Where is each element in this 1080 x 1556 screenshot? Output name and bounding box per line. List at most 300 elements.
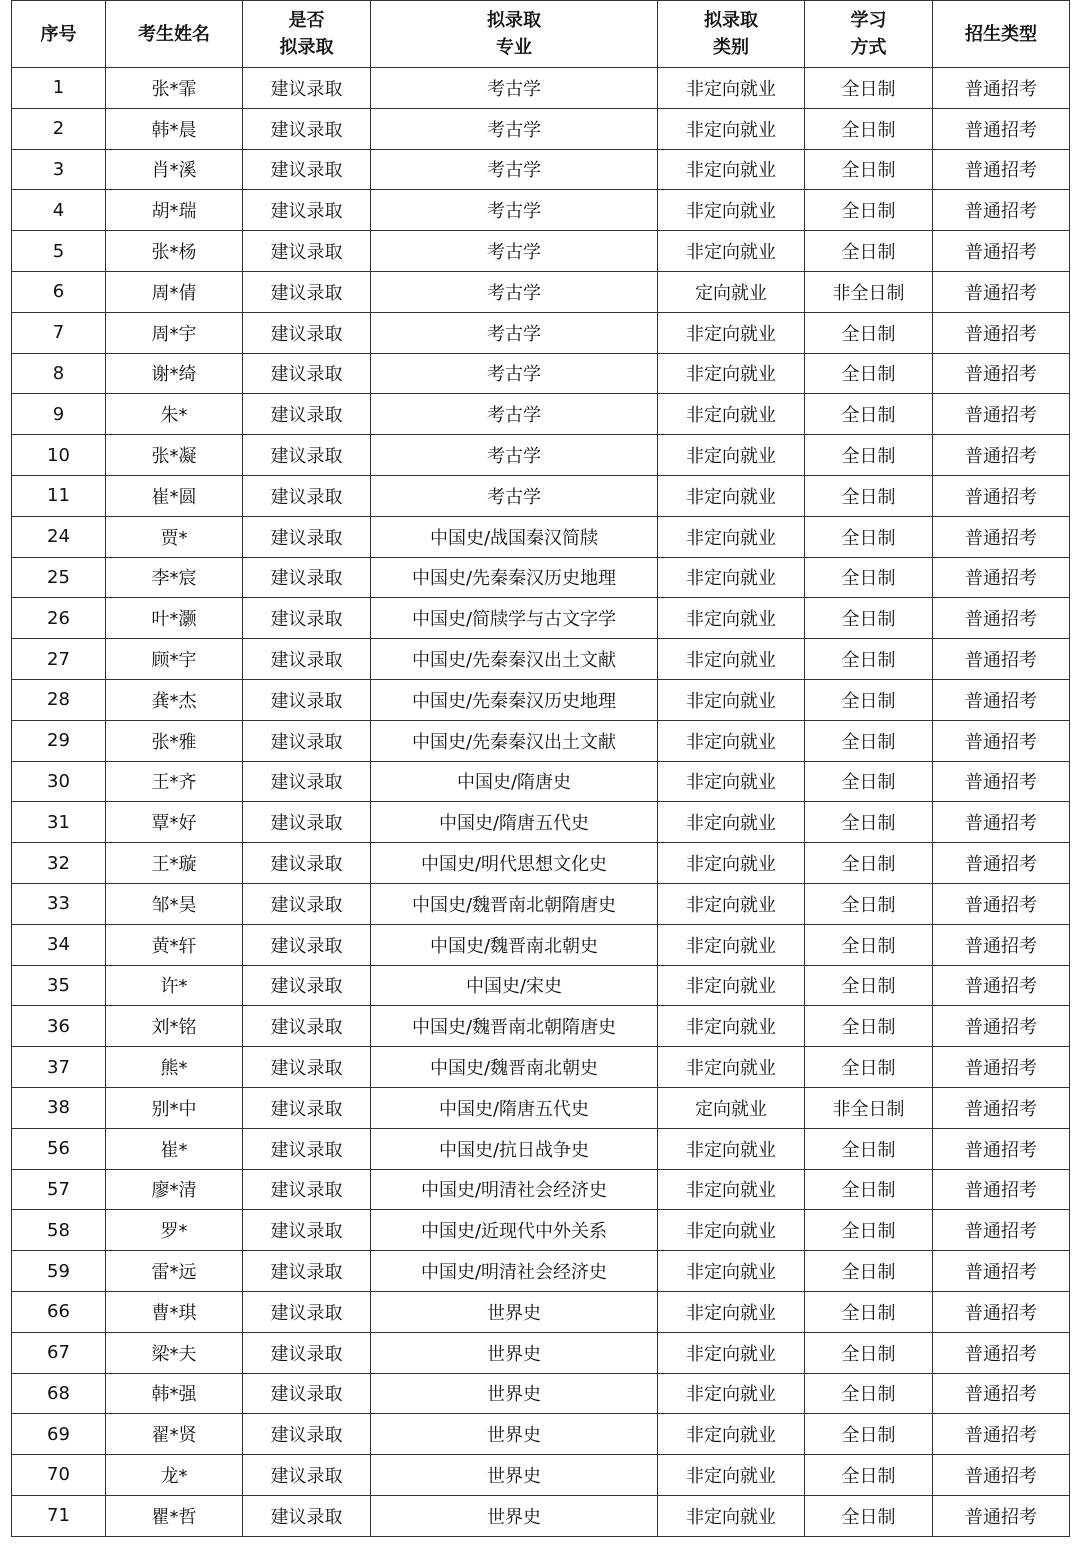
cell-enrollment-type: 普通招考 — [933, 679, 1070, 720]
cell-major: 考古学 — [371, 394, 658, 435]
cell-index: 9 — [12, 394, 106, 435]
cell-index: 70 — [12, 1455, 106, 1496]
table-row — [12, 1169, 1070, 1210]
cell-study-mode: 全日制 — [805, 557, 933, 598]
header-category — [658, 1, 805, 68]
cell-enrollment-type: 普通招考 — [933, 883, 1070, 924]
header-enrollment-type — [933, 1, 1070, 68]
cell-category: 非定向就业 — [658, 883, 805, 924]
cell-study-mode: 全日制 — [805, 68, 933, 109]
cell-admission-status: 建议录取 — [243, 1006, 371, 1047]
cell-major: 中国史/魏晋南北朝史 — [371, 1047, 658, 1088]
table-row — [12, 1495, 1070, 1536]
cell-category: 非定向就业 — [658, 475, 805, 516]
cell-index: 66 — [12, 1291, 106, 1332]
cell-enrollment-type: 普通招考 — [933, 1251, 1070, 1292]
cell-study-mode: 全日制 — [805, 312, 933, 353]
cell-admission-status: 建议录取 — [243, 312, 371, 353]
table-row — [12, 149, 1070, 190]
cell-study-mode: 全日制 — [805, 475, 933, 516]
cell-index: 67 — [12, 1332, 106, 1373]
cell-candidate-name: 李*宸 — [106, 557, 243, 598]
cell-category: 非定向就业 — [658, 924, 805, 965]
cell-index: 24 — [12, 516, 106, 557]
cell-admission-status: 建议录取 — [243, 679, 371, 720]
cell-category: 非定向就业 — [658, 1006, 805, 1047]
cell-index: 7 — [12, 312, 106, 353]
cell-admission-status: 建议录取 — [243, 149, 371, 190]
cell-admission-status: 建议录取 — [243, 394, 371, 435]
header-study-mode — [805, 1, 933, 68]
cell-index: 27 — [12, 639, 106, 680]
cell-enrollment-type: 普通招考 — [933, 843, 1070, 884]
cell-category: 非定向就业 — [658, 679, 805, 720]
cell-index: 69 — [12, 1414, 106, 1455]
cell-major: 中国史/明清社会经济史 — [371, 1251, 658, 1292]
cell-category: 非定向就业 — [658, 231, 805, 272]
cell-study-mode: 全日制 — [805, 924, 933, 965]
cell-major: 中国史/魏晋南北朝隋唐史 — [371, 883, 658, 924]
cell-index: 31 — [12, 802, 106, 843]
cell-index: 35 — [12, 965, 106, 1006]
cell-study-mode: 全日制 — [805, 679, 933, 720]
cell-admission-status: 建议录取 — [243, 108, 371, 149]
cell-category: 非定向就业 — [658, 68, 805, 109]
cell-enrollment-type: 普通招考 — [933, 1006, 1070, 1047]
cell-index: 11 — [12, 475, 106, 516]
cell-study-mode: 全日制 — [805, 1006, 933, 1047]
cell-candidate-name: 邹*昊 — [106, 883, 243, 924]
cell-study-mode: 全日制 — [805, 761, 933, 802]
cell-admission-status: 建议录取 — [243, 1210, 371, 1251]
cell-candidate-name: 黄*轩 — [106, 924, 243, 965]
cell-candidate-name: 瞿*哲 — [106, 1495, 243, 1536]
cell-category: 定向就业 — [658, 271, 805, 312]
cell-admission-status: 建议录取 — [243, 1047, 371, 1088]
cell-candidate-name: 周*倩 — [106, 271, 243, 312]
cell-enrollment-type: 普通招考 — [933, 1047, 1070, 1088]
cell-index: 10 — [12, 435, 106, 476]
cell-admission-status: 建议录取 — [243, 1087, 371, 1128]
table-row — [12, 108, 1070, 149]
cell-candidate-name: 许* — [106, 965, 243, 1006]
cell-enrollment-type: 普通招考 — [933, 1455, 1070, 1496]
cell-category: 非定向就业 — [658, 965, 805, 1006]
table-row — [12, 1128, 1070, 1169]
cell-category: 非定向就业 — [658, 435, 805, 476]
cell-admission-status: 建议录取 — [243, 353, 371, 394]
cell-candidate-name: 龙* — [106, 1455, 243, 1496]
cell-admission-status: 建议录取 — [243, 1251, 371, 1292]
header-line: 方式 — [850, 37, 887, 58]
cell-major: 考古学 — [371, 108, 658, 149]
cell-admission-status: 建议录取 — [243, 639, 371, 680]
table-row — [12, 312, 1070, 353]
cell-enrollment-type: 普通招考 — [933, 1128, 1070, 1169]
cell-candidate-name: 胡*瑞 — [106, 190, 243, 231]
cell-study-mode: 全日制 — [805, 843, 933, 884]
table-row — [12, 924, 1070, 965]
cell-index: 58 — [12, 1210, 106, 1251]
cell-category: 非定向就业 — [658, 1414, 805, 1455]
cell-study-mode: 全日制 — [805, 231, 933, 272]
cell-enrollment-type: 普通招考 — [933, 1414, 1070, 1455]
cell-index: 71 — [12, 1495, 106, 1536]
table-row — [12, 231, 1070, 272]
cell-category: 非定向就业 — [658, 108, 805, 149]
cell-category: 非定向就业 — [658, 312, 805, 353]
cell-index: 36 — [12, 1006, 106, 1047]
cell-admission-status: 建议录取 — [243, 557, 371, 598]
cell-admission-status: 建议录取 — [243, 1128, 371, 1169]
cell-major: 中国史/魏晋南北朝隋唐史 — [371, 1006, 658, 1047]
cell-admission-status: 建议录取 — [243, 475, 371, 516]
cell-study-mode: 全日制 — [805, 1455, 933, 1496]
cell-candidate-name: 覃*好 — [106, 802, 243, 843]
cell-candidate-name: 罗* — [106, 1210, 243, 1251]
cell-candidate-name: 翟*贤 — [106, 1414, 243, 1455]
cell-category: 非定向就业 — [658, 1251, 805, 1292]
cell-major: 考古学 — [371, 149, 658, 190]
header-line: 拟录取 — [704, 10, 758, 31]
header-line: 序号 — [40, 23, 77, 45]
cell-study-mode: 全日制 — [805, 190, 933, 231]
header-index — [12, 1, 106, 68]
cell-enrollment-type: 普通招考 — [933, 1332, 1070, 1373]
cell-enrollment-type: 普通招考 — [933, 1087, 1070, 1128]
table-row — [12, 802, 1070, 843]
cell-category: 非定向就业 — [658, 1128, 805, 1169]
cell-category: 非定向就业 — [658, 190, 805, 231]
table-row — [12, 1373, 1070, 1414]
cell-index: 37 — [12, 1047, 106, 1088]
cell-study-mode: 全日制 — [805, 516, 933, 557]
cell-study-mode: 全日制 — [805, 1128, 933, 1169]
cell-category: 非定向就业 — [658, 149, 805, 190]
cell-admission-status: 建议录取 — [243, 1291, 371, 1332]
header-admission-status — [243, 1, 371, 68]
cell-category: 非定向就业 — [658, 1455, 805, 1496]
table-row — [12, 1455, 1070, 1496]
cell-candidate-name: 曹*琪 — [106, 1291, 243, 1332]
cell-index: 5 — [12, 231, 106, 272]
cell-study-mode: 全日制 — [805, 965, 933, 1006]
cell-category: 非定向就业 — [658, 516, 805, 557]
cell-admission-status: 建议录取 — [243, 1332, 371, 1373]
cell-candidate-name: 肖*溪 — [106, 149, 243, 190]
cell-enrollment-type: 普通招考 — [933, 435, 1070, 476]
cell-category: 非定向就业 — [658, 394, 805, 435]
cell-category: 非定向就业 — [658, 802, 805, 843]
cell-major: 中国史/先秦秦汉历史地理 — [371, 557, 658, 598]
cell-major: 考古学 — [371, 271, 658, 312]
header-line: 类别 — [713, 37, 749, 58]
cell-candidate-name: 廖*清 — [106, 1169, 243, 1210]
cell-study-mode: 全日制 — [805, 1291, 933, 1332]
cell-candidate-name: 王*齐 — [106, 761, 243, 802]
cell-enrollment-type: 普通招考 — [933, 108, 1070, 149]
cell-enrollment-type: 普通招考 — [933, 516, 1070, 557]
cell-admission-status: 建议录取 — [243, 271, 371, 312]
cell-candidate-name: 周*宇 — [106, 312, 243, 353]
cell-enrollment-type: 普通招考 — [933, 639, 1070, 680]
cell-candidate-name: 韩*晨 — [106, 108, 243, 149]
header-line: 拟录取 — [279, 37, 334, 58]
cell-major: 考古学 — [371, 312, 658, 353]
cell-candidate-name: 刘*铭 — [106, 1006, 243, 1047]
table-row — [12, 1006, 1070, 1047]
cell-index: 56 — [12, 1128, 106, 1169]
cell-major: 世界史 — [371, 1332, 658, 1373]
header-line: 是否 — [288, 10, 325, 31]
table-row — [12, 1291, 1070, 1332]
table-row — [12, 1047, 1070, 1088]
cell-candidate-name: 贾* — [106, 516, 243, 557]
cell-admission-status: 建议录取 — [243, 598, 371, 639]
cell-candidate-name: 王*璇 — [106, 843, 243, 884]
cell-category: 非定向就业 — [658, 1210, 805, 1251]
table-row — [12, 598, 1070, 639]
cell-candidate-name: 朱* — [106, 394, 243, 435]
cell-enrollment-type: 普通招考 — [933, 557, 1070, 598]
cell-major: 中国史/简牍学与古文字学 — [371, 598, 658, 639]
cell-candidate-name: 张*凝 — [106, 435, 243, 476]
cell-category: 非定向就业 — [658, 1291, 805, 1332]
cell-category: 非定向就业 — [658, 639, 805, 680]
cell-candidate-name: 梁*夫 — [106, 1332, 243, 1373]
cell-major: 考古学 — [371, 435, 658, 476]
cell-enrollment-type: 普通招考 — [933, 802, 1070, 843]
cell-enrollment-type: 普通招考 — [933, 598, 1070, 639]
table-row — [12, 720, 1070, 761]
cell-admission-status: 建议录取 — [243, 435, 371, 476]
cell-enrollment-type: 普通招考 — [933, 1169, 1070, 1210]
cell-study-mode: 全日制 — [805, 802, 933, 843]
cell-study-mode: 非全日制 — [805, 271, 933, 312]
table-row — [12, 353, 1070, 394]
cell-admission-status: 建议录取 — [243, 516, 371, 557]
cell-enrollment-type: 普通招考 — [933, 353, 1070, 394]
cell-major: 中国史/魏晋南北朝史 — [371, 924, 658, 965]
cell-major: 中国史/先秦秦汉出土文献 — [371, 720, 658, 761]
cell-category: 非定向就业 — [658, 843, 805, 884]
cell-study-mode: 全日制 — [805, 1047, 933, 1088]
header-line: 考生姓名 — [138, 23, 210, 45]
cell-category: 非定向就业 — [658, 353, 805, 394]
cell-major: 考古学 — [371, 353, 658, 394]
cell-admission-status: 建议录取 — [243, 965, 371, 1006]
cell-enrollment-type: 普通招考 — [933, 231, 1070, 272]
table-row — [12, 271, 1070, 312]
cell-index: 34 — [12, 924, 106, 965]
cell-major: 世界史 — [371, 1495, 658, 1536]
cell-candidate-name: 叶*灏 — [106, 598, 243, 639]
cell-candidate-name: 顾*宇 — [106, 639, 243, 680]
table-body — [12, 68, 1070, 1537]
cell-category: 定向就业 — [658, 1087, 805, 1128]
cell-enrollment-type: 普通招考 — [933, 720, 1070, 761]
cell-index: 25 — [12, 557, 106, 598]
cell-category: 非定向就业 — [658, 1332, 805, 1373]
cell-category: 非定向就业 — [658, 1047, 805, 1088]
cell-admission-status: 建议录取 — [243, 1414, 371, 1455]
admission-table — [11, 0, 1070, 1537]
cell-candidate-name: 雷*远 — [106, 1251, 243, 1292]
cell-candidate-name: 熊* — [106, 1047, 243, 1088]
cell-admission-status: 建议录取 — [243, 1495, 371, 1536]
cell-candidate-name: 谢*绮 — [106, 353, 243, 394]
cell-major: 中国史/隋唐五代史 — [371, 802, 658, 843]
header-line: 拟录取 — [487, 10, 541, 31]
cell-major: 中国史/先秦秦汉出土文献 — [371, 639, 658, 680]
cell-enrollment-type: 普通招考 — [933, 475, 1070, 516]
cell-index: 2 — [12, 108, 106, 149]
table-row — [12, 761, 1070, 802]
cell-enrollment-type: 普通招考 — [933, 924, 1070, 965]
cell-major: 中国史/明清社会经济史 — [371, 1169, 658, 1210]
header-major — [371, 1, 658, 68]
cell-index: 38 — [12, 1087, 106, 1128]
table-row — [12, 1251, 1070, 1292]
cell-major: 中国史/战国秦汉简牍 — [371, 516, 658, 557]
cell-index: 30 — [12, 761, 106, 802]
cell-enrollment-type: 普通招考 — [933, 190, 1070, 231]
cell-enrollment-type: 普通招考 — [933, 68, 1070, 109]
cell-major: 中国史/近现代中外关系 — [371, 1210, 658, 1251]
table-row — [12, 190, 1070, 231]
cell-category: 非定向就业 — [658, 761, 805, 802]
cell-admission-status: 建议录取 — [243, 924, 371, 965]
cell-candidate-name: 张*雅 — [106, 720, 243, 761]
cell-candidate-name: 别*中 — [106, 1087, 243, 1128]
cell-study-mode: 全日制 — [805, 353, 933, 394]
cell-category: 非定向就业 — [658, 720, 805, 761]
cell-category: 非定向就业 — [658, 557, 805, 598]
cell-major: 中国史/隋唐五代史 — [371, 1087, 658, 1128]
cell-index: 26 — [12, 598, 106, 639]
table-row — [12, 435, 1070, 476]
cell-index: 1 — [12, 68, 106, 109]
cell-major: 中国史/先秦秦汉历史地理 — [371, 679, 658, 720]
cell-candidate-name: 龚*杰 — [106, 679, 243, 720]
cell-admission-status: 建议录取 — [243, 1169, 371, 1210]
cell-index: 6 — [12, 271, 106, 312]
table-row — [12, 475, 1070, 516]
cell-major: 考古学 — [371, 231, 658, 272]
cell-admission-status: 建议录取 — [243, 1373, 371, 1414]
cell-category: 非定向就业 — [658, 1495, 805, 1536]
cell-enrollment-type: 普通招考 — [933, 271, 1070, 312]
cell-study-mode: 全日制 — [805, 1373, 933, 1414]
cell-enrollment-type: 普通招考 — [933, 761, 1070, 802]
cell-major: 中国史/抗日战争史 — [371, 1128, 658, 1169]
cell-admission-status: 建议录取 — [243, 843, 371, 884]
header-line: 专业 — [496, 37, 532, 58]
cell-category: 非定向就业 — [658, 598, 805, 639]
cell-major: 世界史 — [371, 1291, 658, 1332]
cell-index: 3 — [12, 149, 106, 190]
cell-index: 28 — [12, 679, 106, 720]
cell-major: 考古学 — [371, 68, 658, 109]
table-row — [12, 394, 1070, 435]
cell-major: 中国史/宋史 — [371, 965, 658, 1006]
cell-admission-status: 建议录取 — [243, 68, 371, 109]
table-row — [12, 68, 1070, 109]
cell-category: 非定向就业 — [658, 1373, 805, 1414]
cell-major: 考古学 — [371, 190, 658, 231]
table-header — [12, 1, 1070, 68]
cell-index: 59 — [12, 1251, 106, 1292]
cell-admission-status: 建议录取 — [243, 720, 371, 761]
header-line: 招生类型 — [965, 23, 1037, 45]
table-row — [12, 679, 1070, 720]
cell-candidate-name: 张*霏 — [106, 68, 243, 109]
cell-study-mode: 全日制 — [805, 1169, 933, 1210]
table-row — [12, 883, 1070, 924]
table-row — [12, 1087, 1070, 1128]
table-row — [12, 1414, 1070, 1455]
cell-study-mode: 非全日制 — [805, 1087, 933, 1128]
cell-study-mode: 全日制 — [805, 394, 933, 435]
cell-enrollment-type: 普通招考 — [933, 312, 1070, 353]
cell-study-mode: 全日制 — [805, 108, 933, 149]
cell-index: 33 — [12, 883, 106, 924]
cell-major: 世界史 — [371, 1373, 658, 1414]
cell-admission-status: 建议录取 — [243, 1455, 371, 1496]
cell-admission-status: 建议录取 — [243, 231, 371, 272]
cell-study-mode: 全日制 — [805, 1332, 933, 1373]
cell-candidate-name: 崔*圆 — [106, 475, 243, 516]
cell-study-mode: 全日制 — [805, 435, 933, 476]
cell-major: 中国史/明代思想文化史 — [371, 843, 658, 884]
header-line: 学习 — [850, 10, 887, 31]
cell-index: 4 — [12, 190, 106, 231]
cell-enrollment-type: 普通招考 — [933, 1495, 1070, 1536]
header-candidate-name — [106, 1, 243, 68]
table-row — [12, 1332, 1070, 1373]
cell-study-mode: 全日制 — [805, 1210, 933, 1251]
cell-major: 中国史/隋唐史 — [371, 761, 658, 802]
table-row — [12, 516, 1070, 557]
cell-major: 世界史 — [371, 1414, 658, 1455]
cell-study-mode: 全日制 — [805, 883, 933, 924]
cell-study-mode: 全日制 — [805, 1251, 933, 1292]
table-row — [12, 843, 1070, 884]
cell-index: 57 — [12, 1169, 106, 1210]
cell-major: 世界史 — [371, 1455, 658, 1496]
cell-candidate-name: 韩*强 — [106, 1373, 243, 1414]
cell-enrollment-type: 普通招考 — [933, 965, 1070, 1006]
cell-category: 非定向就业 — [658, 1169, 805, 1210]
table-row — [12, 1210, 1070, 1251]
cell-major: 考古学 — [371, 475, 658, 516]
table-row — [12, 639, 1070, 680]
cell-index: 29 — [12, 720, 106, 761]
cell-study-mode: 全日制 — [805, 720, 933, 761]
cell-admission-status: 建议录取 — [243, 761, 371, 802]
cell-admission-status: 建议录取 — [243, 190, 371, 231]
cell-enrollment-type: 普通招考 — [933, 149, 1070, 190]
cell-admission-status: 建议录取 — [243, 802, 371, 843]
cell-study-mode: 全日制 — [805, 1414, 933, 1455]
cell-study-mode: 全日制 — [805, 149, 933, 190]
cell-index: 8 — [12, 353, 106, 394]
cell-candidate-name: 张*杨 — [106, 231, 243, 272]
cell-admission-status: 建议录取 — [243, 883, 371, 924]
cell-enrollment-type: 普通招考 — [933, 1210, 1070, 1251]
cell-enrollment-type: 普通招考 — [933, 1373, 1070, 1414]
cell-enrollment-type: 普通招考 — [933, 394, 1070, 435]
